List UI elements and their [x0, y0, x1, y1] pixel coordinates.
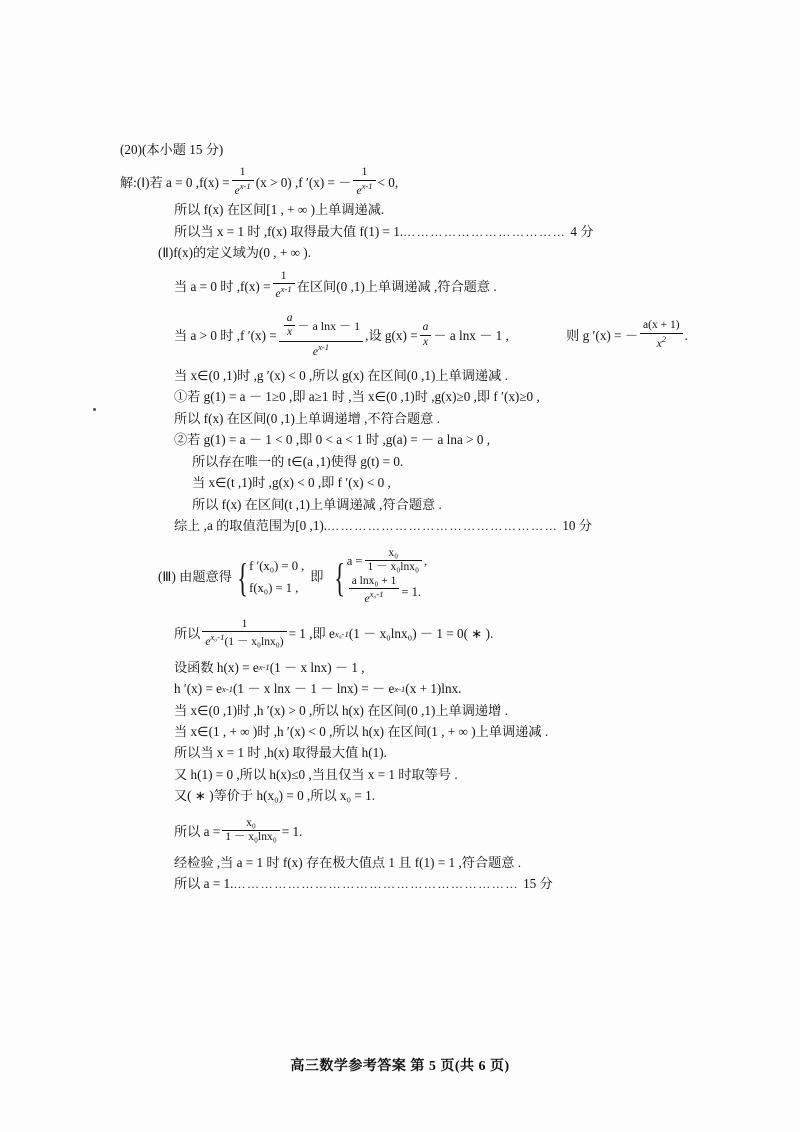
- part2-line9: 当 x∈(t ,1)时 ,g(x) < 0 ,即 f ′(x) < 0 ,: [192, 475, 391, 491]
- part3-line5: 当 x∈(1 , + ∞ )时 ,h ′(x) < 0 ,所以 h(x) 在区间(1 , + ∞ )上单调递减 .: [174, 724, 549, 740]
- part2-line10: 所以 f(x) 在区间(t ,1)上单调递减 ,符合题意 .: [192, 496, 442, 512]
- part3-line7: 又 h(1) = 0 ,所以 h(x)≤0 ,当且仅当 x = 1 时取等号 .: [174, 766, 458, 782]
- system-2: { a = $\frac{\text{x₀}}{\text{1 － x₀lnx₀}}$ , $\frac{\text{a lnx₀ + 1}}{e^{x_0-1}}$ = 1.: [334, 546, 428, 606]
- part3-line1: 所以 $\frac{1}{e^{x_0-1}(1 - x_0\ln x_0)}$ = 1 ,即 e x₀-1 (1 － x₀lnx₀) － 1 = 0( ∗ ).: [174, 617, 494, 649]
- part3-line9: 所以 a = $\frac{\text{x₀}}{\text{1 － x₀lnx₀}}$ = 1.: [174, 816, 303, 844]
- leader-dots-2: ……………………………………………: [327, 519, 559, 534]
- part2-line5: ①若 g(1) = a － 1≥0 ,即 a≥1 时 ,当 x∈(0 ,1)时 ,g(x)≥0 ,即 f ′(x)≥0 ,: [174, 389, 540, 405]
- part3-line10: 经检验 ,当 a = 1 时 f(x) 存在极大值点 1 且 f(1) = 1 ,符合题意 .: [174, 854, 522, 870]
- part2-head: (Ⅱ)f(x)的定义域为(0 , + ∞ ).: [158, 245, 311, 261]
- brace-icon: {: [237, 554, 248, 600]
- page-speck: [93, 408, 96, 411]
- fraction-7: $\frac{\text{x₀}}{\text{1 － x₀lnx₀}}$: [365, 547, 422, 575]
- brace-icon-2: {: [334, 554, 346, 600]
- problem-header: (20)(本小题 15 分): [120, 142, 224, 157]
- part1-line1-b: (x > 0) ,f ′(x) = －: [255, 175, 352, 191]
- part2-line3: 则 g ′(x) = － $\frac{a(x + 1)}{x^2}$ .: [566, 319, 688, 350]
- part3-line8: 又( ∗ )等价于 h(x₀) = 0 ,所以 x₀ = 1.: [174, 788, 376, 804]
- part2-line8: 所以存在唯一的 t∈(a ,1)使得 g(t) = 0.: [192, 453, 404, 469]
- fraction-2: $\frac{1}{e^{x-1}}$: [353, 166, 375, 198]
- part2-line4: 当 x∈(0 ,1)时 ,g ′(x) < 0 ,所以 g(x) 在区间(0 ,1)上单调递减 .: [174, 368, 508, 383]
- part2-line6: 所以 f(x) 在区间(0 ,1)上单调递增 ,不符合题意 .: [174, 410, 440, 426]
- part3-line2: 设函数 h(x) = e x-1 (1 － x lnx) － 1 ,: [174, 659, 365, 675]
- fraction-6: $\frac{a(x + 1)}{x^2}$: [640, 319, 683, 351]
- page-footer: 高三数学参考答案 第 5 页(共 6 页): [290, 1059, 510, 1074]
- part1-line3: [120, 222, 593, 242]
- part2-conclusion: 综上 ,a 的取值范围为[0 ,1). …………………………………………… 10 分: [120, 516, 592, 536]
- part3-head-row: [120, 548, 427, 608]
- leader-dots-1: ………………………………: [403, 224, 567, 239]
- answer-body: [120, 140, 690, 896]
- part3-line4: 当 x∈(0 ,1)时 ,h ′(x) > 0 ,所以 h(x) 在区间(0 ,1)上单调递增 .: [174, 702, 508, 718]
- score-part2: 10 分: [562, 518, 592, 534]
- fraction-4-inner: $\frac{a}{x}$: [284, 312, 296, 340]
- part3-line6: 所以当 x = 1 时 ,h(x) 取得最大值 h(1).: [174, 745, 387, 761]
- score-part1: 4 分: [570, 223, 594, 239]
- fraction-10: $\frac{\text{x₀}}{\text{1 － x₀lnx₀}}$: [222, 817, 279, 845]
- part1-line2: 所以 f(x) 在区间[1 , + ∞ )上单调递减.: [174, 202, 385, 218]
- part3-head: (Ⅲ) 由题意得: [158, 569, 232, 585]
- part1-line1-c: < 0,: [377, 175, 399, 191]
- part3-line3: h ′(x) = e x-1 (1 － x lnx － 1 － lnx) = － e x-1 (x + 1)lnx.: [174, 681, 462, 697]
- fraction-9: $\frac{1}{e^{x_0-1}(1 - x_0\ln x_0)}$: [202, 618, 286, 650]
- part3-conclusion: 所以 a = 1. ……………………………………………………… 15 分: [120, 874, 553, 894]
- leader-dots-3: ………………………………………………………: [233, 877, 520, 892]
- fraction-8: $\frac{\text{a lnx₀ + 1}}{e^{x_0-1}}$: [349, 575, 400, 607]
- system-1: { f ′(x₀) = 0 , f(x₀) = 1 ,: [237, 554, 305, 600]
- part2-line7: ②若 g(1) = a － 1 < 0 ,即 0 < a < 1 时 ,g(a) = － a lna > 0 ,: [174, 432, 491, 448]
- score-part3: 15 分: [523, 876, 553, 892]
- part1-line3-text: 所以当 x = 1 时 ,f(x) 取得最大值 f(1) = 1.: [174, 223, 404, 239]
- sys-mid: 即: [310, 569, 324, 585]
- fraction-1: $\frac{1}{e^{x-1}}$: [232, 166, 254, 198]
- fraction-4: $\frac{a}{x}$ － a lnx － 1 $e^{x-1}$: [279, 313, 363, 358]
- part2-line1: 当 a = 0 时 ,f(x) = $\frac{1}{e^{x-1}}$ 在区间(0 ,1)上单调递减 ,符合题意 .: [174, 269, 497, 301]
- part1-line1: [120, 167, 398, 199]
- fraction-3: $\frac{1}{e^{x-1}}$: [273, 270, 295, 302]
- fraction-5: $\frac{a}{x}$: [420, 321, 432, 349]
- part1-line1-a: 解:(Ⅰ)若 a = 0 ,f(x) =: [120, 175, 230, 191]
- part2-line2: 当 a > 0 时 ,f ′(x) = $\frac{a}{x}$ － a lnx － 1 $e^{x-1}$ ,设 g(x) = $\frac{a}{x}$ － a lnx － 1 ,: [174, 311, 509, 358]
